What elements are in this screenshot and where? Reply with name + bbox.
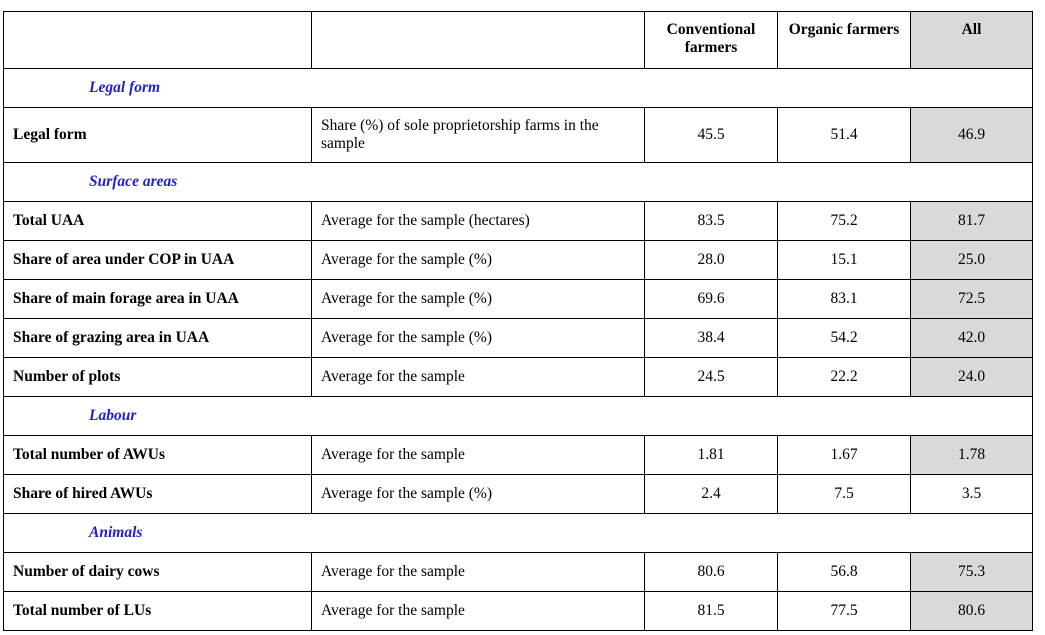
- row-label: Total UAA: [4, 202, 312, 241]
- value-organic: 15.1: [778, 241, 911, 280]
- value-conventional: 28.0: [645, 241, 778, 280]
- section-row: [4, 397, 1033, 436]
- value-all: 75.3: [911, 553, 1033, 592]
- value-organic: 56.8: [778, 553, 911, 592]
- header-all: All: [911, 12, 1033, 69]
- value-all: 81.7: [911, 202, 1033, 241]
- value-all: 25.0: [911, 241, 1033, 280]
- header-organic: Organic farmers: [778, 12, 911, 69]
- value-organic: 51.4: [778, 108, 911, 163]
- row-label: Number of dairy cows: [4, 553, 312, 592]
- row-description: Average for the sample: [312, 592, 645, 631]
- row-label: Number of plots: [4, 358, 312, 397]
- value-all: 1.78: [911, 436, 1033, 475]
- header-row: [4, 12, 1033, 69]
- value-all: 24.0: [911, 358, 1033, 397]
- table-row: [4, 475, 1033, 514]
- row-description: Share (%) of sole proprietorship farms in the sample: [312, 108, 645, 163]
- value-conventional: 69.6: [645, 280, 778, 319]
- section-row: [4, 69, 1033, 108]
- row-label: Share of hired AWUs: [4, 475, 312, 514]
- value-conventional: 83.5: [645, 202, 778, 241]
- section-title: Surface areas: [4, 163, 1033, 202]
- table-row: [4, 553, 1033, 592]
- row-label: Legal form: [4, 108, 312, 163]
- table-row: [4, 280, 1033, 319]
- header-conventional: Conventional farmers: [645, 12, 778, 69]
- table-row: [4, 436, 1033, 475]
- table-row: [4, 592, 1033, 631]
- value-all: 72.5: [911, 280, 1033, 319]
- row-label: Total number of AWUs: [4, 436, 312, 475]
- value-conventional: 2.4: [645, 475, 778, 514]
- section-row: [4, 514, 1033, 553]
- value-all: 80.6: [911, 592, 1033, 631]
- section-row: [4, 163, 1033, 202]
- row-description: Average for the sample (%): [312, 319, 645, 358]
- row-label: Share of main forage area in UAA: [4, 280, 312, 319]
- row-description: Average for the sample (%): [312, 241, 645, 280]
- section-title: Labour: [4, 397, 1033, 436]
- value-organic: 54.2: [778, 319, 911, 358]
- value-organic: 77.5: [778, 592, 911, 631]
- value-conventional: 81.5: [645, 592, 778, 631]
- value-conventional: 24.5: [645, 358, 778, 397]
- table-row: [4, 319, 1033, 358]
- value-all: 42.0: [911, 319, 1033, 358]
- row-description: Average for the sample (hectares): [312, 202, 645, 241]
- table-row: [4, 202, 1033, 241]
- value-conventional: 80.6: [645, 553, 778, 592]
- row-description: Average for the sample: [312, 436, 645, 475]
- row-label: Total number of LUs: [4, 592, 312, 631]
- section-title: Animals: [4, 514, 1033, 553]
- header-blank-1: [4, 12, 312, 69]
- value-organic: 75.2: [778, 202, 911, 241]
- row-description: Average for the sample: [312, 553, 645, 592]
- row-description: Average for the sample (%): [312, 280, 645, 319]
- value-all: 46.9: [911, 108, 1033, 163]
- row-label: Share of grazing area in UAA: [4, 319, 312, 358]
- row-description: Average for the sample (%): [312, 475, 645, 514]
- header-blank-2: [312, 12, 645, 69]
- table-row: [4, 358, 1033, 397]
- value-conventional: 38.4: [645, 319, 778, 358]
- section-title: Legal form: [4, 69, 1033, 108]
- farm-characteristics-table: [3, 11, 1033, 631]
- table-row: [4, 241, 1033, 280]
- table-row: [4, 108, 1033, 163]
- row-label: Share of area under COP in UAA: [4, 241, 312, 280]
- row-description: Average for the sample: [312, 358, 645, 397]
- value-organic: 1.67: [778, 436, 911, 475]
- value-conventional: 1.81: [645, 436, 778, 475]
- value-organic: 83.1: [778, 280, 911, 319]
- value-all: 3.5: [911, 475, 1033, 514]
- value-organic: 7.5: [778, 475, 911, 514]
- value-conventional: 45.5: [645, 108, 778, 163]
- value-organic: 22.2: [778, 358, 911, 397]
